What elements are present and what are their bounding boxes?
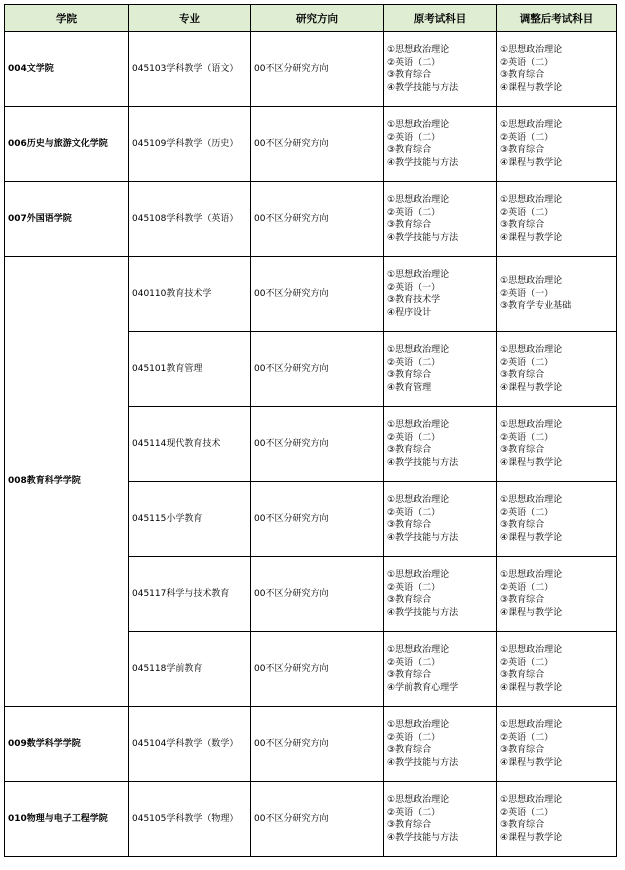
major-cell: 045114现代教育技术 <box>129 407 251 482</box>
subject-line: ④课程与教学论 <box>500 82 563 93</box>
subject-line: ④课程与教学论 <box>500 682 563 693</box>
adjusted-subjects-cell <box>497 482 617 557</box>
subject-line: ②英语（二） <box>500 657 554 668</box>
adjusted-subjects-cell <box>497 632 617 707</box>
subject-line: ①思想政治理论 <box>387 495 450 505</box>
subject-line: ②英语（二） <box>500 732 554 743</box>
major-cell: 045104学科教学（数学） <box>129 707 251 782</box>
subject-line: ②英语（二） <box>500 357 554 368</box>
subject-line: ①思想政治理论 <box>500 276 563 287</box>
adjusted-subjects-cell <box>497 557 617 632</box>
subject-line: ②英语（一） <box>387 282 441 293</box>
direction-cell: 00不区分研究方向 <box>251 257 384 332</box>
table-row <box>5 782 617 857</box>
exam-subject-table <box>4 4 617 857</box>
subject-line: ③教育综合 <box>387 520 432 530</box>
subject-line: ③教育综合 <box>500 820 545 830</box>
subject-line: ④课程与教学论 <box>500 832 563 843</box>
adjusted-subjects-cell <box>497 332 617 407</box>
original-subjects-cell <box>384 782 497 857</box>
original-subjects-cell <box>384 107 497 182</box>
adjusted-subjects-cell <box>497 782 617 857</box>
direction-cell: 00不区分研究方向 <box>251 782 384 857</box>
subject-line: ③教育学专业基础 <box>500 301 572 312</box>
table-row <box>5 182 617 257</box>
major-cell: 045118学前教育 <box>129 632 251 707</box>
subject-line: ④课程与教学论 <box>500 757 563 768</box>
header-original-subjects: 原考试科目 <box>384 5 497 32</box>
subject-line: ③教育综合 <box>387 820 432 830</box>
direction-cell: 00不区分研究方向 <box>251 407 384 482</box>
original-subjects-cell <box>384 482 497 557</box>
subject-line: ③教育综合 <box>500 70 545 80</box>
subject-line: ①思想政治理论 <box>387 45 450 55</box>
subject-line: ③教育综合 <box>500 145 545 155</box>
subject-line: ①思想政治理论 <box>387 645 450 655</box>
subject-line: ②英语（一） <box>500 288 554 299</box>
subject-line: ①思想政治理论 <box>387 420 450 430</box>
subject-line: ③教育综合 <box>387 70 432 80</box>
adjusted-subjects-cell <box>497 182 617 257</box>
subject-line: ③教育综合 <box>500 445 545 455</box>
subject-line: ②英语（二） <box>500 432 554 443</box>
header-college: 学院 <box>5 5 129 32</box>
subject-line: ①思想政治理论 <box>500 420 563 430</box>
subject-line: ④教学技能与方法 <box>387 532 459 543</box>
subject-line: ④教学技能与方法 <box>387 157 459 168</box>
college-cell: 008教育科学学院 <box>5 257 129 707</box>
original-subjects-cell <box>384 332 497 407</box>
subject-line: ③教育综合 <box>500 745 545 755</box>
subject-line: ②英语（二） <box>500 582 554 593</box>
subject-line: ④教学技能与方法 <box>387 82 459 93</box>
adjusted-subjects-cell <box>497 32 617 107</box>
major-cell: 045115小学教育 <box>129 482 251 557</box>
subject-line: ②英语（二） <box>387 807 441 818</box>
adjusted-subjects-cell <box>497 707 617 782</box>
major-cell: 045108学科教学（英语） <box>129 182 251 257</box>
adjusted-subjects-cell <box>497 257 617 332</box>
subject-line: ④教学技能与方法 <box>387 457 459 468</box>
table-row <box>5 707 617 782</box>
subject-line: ③教育综合 <box>387 670 432 680</box>
major-cell: 040110教育技术学 <box>129 257 251 332</box>
subject-line: ②英语（二） <box>500 807 554 818</box>
table-row <box>5 107 617 182</box>
header-major: 专业 <box>129 5 251 32</box>
subject-line: ③教育综合 <box>387 370 432 380</box>
subject-line: ④课程与教学论 <box>500 532 563 543</box>
subject-line: ①思想政治理论 <box>500 45 563 55</box>
subject-line: ③教育综合 <box>387 595 432 605</box>
subject-line: ①思想政治理论 <box>500 495 563 505</box>
header-direction: 研究方向 <box>251 5 384 32</box>
subject-line: ①思想政治理论 <box>387 795 450 805</box>
subject-line: ④课程与教学论 <box>500 232 563 243</box>
college-cell: 009数学科学学院 <box>5 707 129 782</box>
subject-line: ③教育综合 <box>500 670 545 680</box>
college-cell: 010物理与电子工程学院 <box>5 782 129 857</box>
subject-line: ②英语（二） <box>500 132 554 143</box>
college-cell: 006历史与旅游文化学院 <box>5 107 129 182</box>
table-row <box>5 257 617 332</box>
subject-line: ②英语（二） <box>387 207 441 218</box>
original-subjects-cell <box>384 557 497 632</box>
subject-line: ①思想政治理论 <box>387 720 450 730</box>
original-subjects-cell <box>384 407 497 482</box>
direction-cell: 00不区分研究方向 <box>251 482 384 557</box>
major-cell: 045105学科教学（物理） <box>129 782 251 857</box>
direction-cell: 00不区分研究方向 <box>251 107 384 182</box>
original-subjects-cell <box>384 632 497 707</box>
adjusted-subjects-cell <box>497 407 617 482</box>
major-cell: 045101教育管理 <box>129 332 251 407</box>
original-subjects-cell <box>384 707 497 782</box>
college-cell: 004文学院 <box>5 32 129 107</box>
subject-line: ④课程与教学论 <box>500 457 563 468</box>
subject-line: ④教学技能与方法 <box>387 832 459 843</box>
subject-line: ③教育综合 <box>500 370 545 380</box>
subject-line: ②英语（二） <box>500 207 554 218</box>
adjusted-subjects-cell <box>497 107 617 182</box>
major-cell: 045117科学与技术教育 <box>129 557 251 632</box>
subject-line: ③教育综合 <box>500 520 545 530</box>
subject-line: ①思想政治理论 <box>387 570 450 580</box>
original-subjects-cell <box>384 32 497 107</box>
subject-line: ③教育综合 <box>500 595 545 605</box>
subject-line: ①思想政治理论 <box>500 570 563 580</box>
subject-line: ①思想政治理论 <box>387 345 450 355</box>
major-cell: 045103学科教学（语文） <box>129 32 251 107</box>
subject-line: ②英语（二） <box>387 657 441 668</box>
subject-line: ④教学技能与方法 <box>387 232 459 243</box>
subject-line: ①思想政治理论 <box>500 795 563 805</box>
subject-line: ②英语（二） <box>500 57 554 68</box>
header-adjusted-subjects: 调整后考试科目 <box>497 5 617 32</box>
subject-line: ②英语（二） <box>387 507 441 518</box>
major-cell: 045109学科教学（历史） <box>129 107 251 182</box>
subject-line: ④学前教育心理学 <box>387 682 459 693</box>
subject-line: ①思想政治理论 <box>500 195 563 205</box>
subject-line: ①思想政治理论 <box>500 720 563 730</box>
subject-line: ①思想政治理论 <box>500 345 563 355</box>
direction-cell: 00不区分研究方向 <box>251 557 384 632</box>
subject-line: ①思想政治理论 <box>387 120 450 130</box>
subject-line: ①思想政治理论 <box>387 270 450 280</box>
table-row <box>5 32 617 107</box>
direction-cell: 00不区分研究方向 <box>251 32 384 107</box>
direction-cell: 00不区分研究方向 <box>251 707 384 782</box>
direction-cell: 00不区分研究方向 <box>251 632 384 707</box>
subject-line: ①思想政治理论 <box>387 195 450 205</box>
original-subjects-cell <box>384 182 497 257</box>
subject-line: ③教育综合 <box>387 220 432 230</box>
college-cell: 007外国语学院 <box>5 182 129 257</box>
subject-line: ③教育技术学 <box>387 295 441 305</box>
subject-line: ②英语（二） <box>387 732 441 743</box>
subject-line: ④教学技能与方法 <box>387 757 459 768</box>
subject-line: ④程序设计 <box>387 307 432 318</box>
subject-line: ④课程与教学论 <box>500 607 563 618</box>
subject-line: ②英语（二） <box>387 432 441 443</box>
subject-line: ②英语（二） <box>387 57 441 68</box>
subject-line: ④教学技能与方法 <box>387 607 459 618</box>
direction-cell: 00不区分研究方向 <box>251 332 384 407</box>
subject-line: ③教育综合 <box>500 220 545 230</box>
subject-line: ③教育综合 <box>387 145 432 155</box>
original-subjects-cell <box>384 257 497 332</box>
subject-line: ①思想政治理论 <box>500 645 563 655</box>
subject-line: ②英语（二） <box>500 507 554 518</box>
subject-line: ②英语（二） <box>387 132 441 143</box>
subject-line: ②英语（二） <box>387 582 441 593</box>
subject-line: ②英语（二） <box>387 357 441 368</box>
subject-line: ④课程与教学论 <box>500 382 563 393</box>
subject-line: ④教育管理 <box>387 382 432 393</box>
subject-line: ④课程与教学论 <box>500 157 563 168</box>
subject-line: ③教育综合 <box>387 445 432 455</box>
direction-cell: 00不区分研究方向 <box>251 182 384 257</box>
subject-line: ③教育综合 <box>387 745 432 755</box>
subject-line: ①思想政治理论 <box>500 120 563 130</box>
header-row <box>5 5 617 32</box>
